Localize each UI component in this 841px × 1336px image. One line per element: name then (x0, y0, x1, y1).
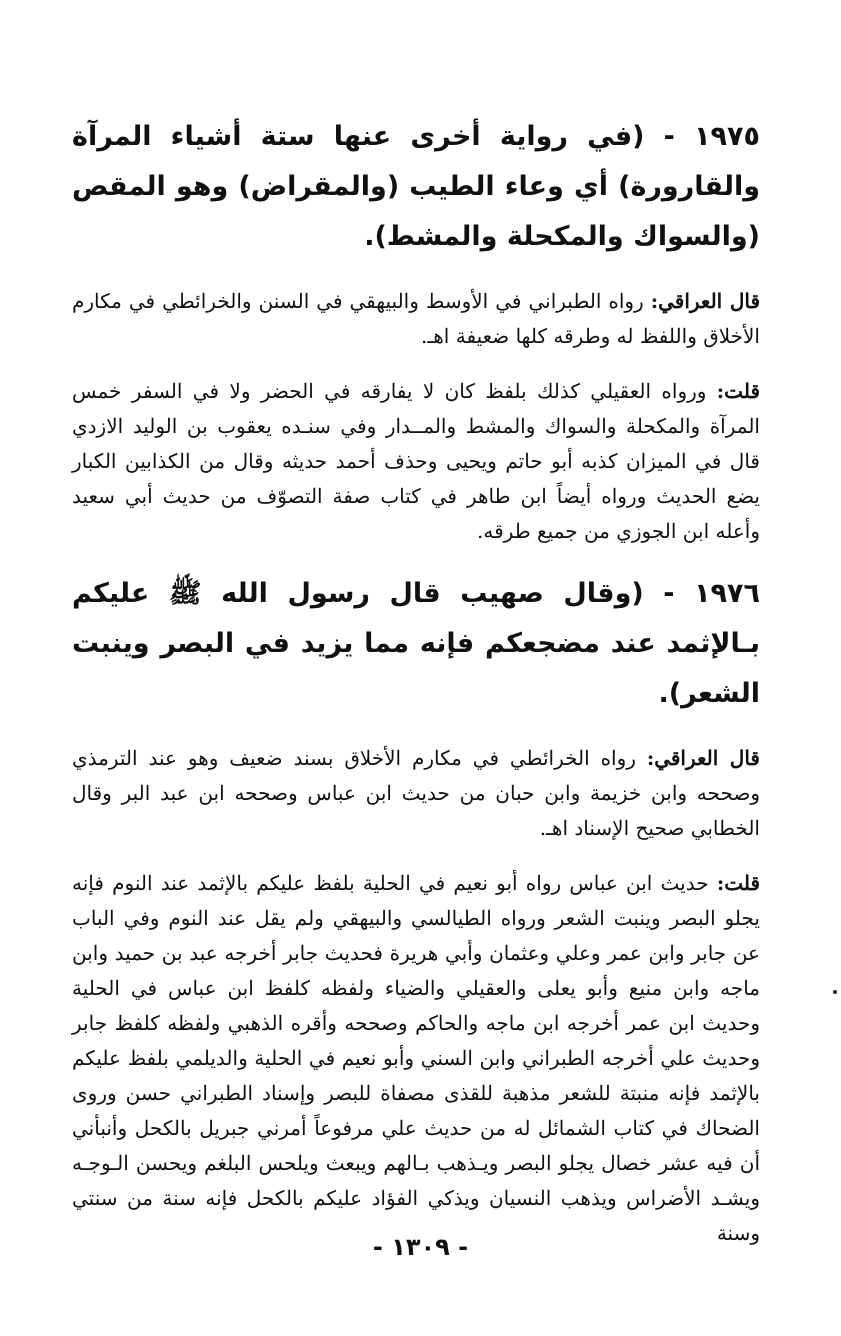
qult-text: حديث ابن عباس رواه أبو نعيم في الحلية بلفظ عليكم بالإثمد عند النوم فإنه يجلو البصر وينبت الشعر ورواه الطيالسي والبيهقي ولم يقل عند النوم وفي الباب عن جابر وابن عمر وعلي وعثمان وأبي هريرة فحديث جابر أخرجه عبد بن حميد وابن ماجه وابن منيع وأبو يعلى والعقيلي والضياء ولفظه كلفظ ابن عباس في الحلية وحديث ابن عمر أخرجه ابن ماجه والحاكم وصححه وأقره الذهبي ولفظه كلفظ جابر وحديث علي أخرجه الطبراني وابن السني وأبو نعيم في الحلية والديلمي بلفظ عليكم بالإثمد فإنه منبتة للشعر مذهبة للقذى مصفاة للبصر وإسناد الطبراني حسن وروى الضحاك في كتاب الشمائل له من حديث علي مرفوعاً أمرني جبريل بالكحل وأنبأني أن فيه عشر خصال يجلو البصر ويـذهب بـالهم ويبعث ويلحس البلغم ويحسن الـوجـه ويشـد الأضراس ويذهب النسيان ويذكي الفؤاد عليكم بالكحل فإنه سنة من سنتي وسنة (72, 871, 760, 1245)
iraqi-label: قال العراقي: (650, 289, 761, 313)
iraqi-text: رواه الخرائطي في مكارم الأخلاق بسند ضعيف وهو عند الترمذي وصححه وابن خزيمة وابن حبان من حديث ابن عباس وصححه ابن عبد البر وقال الخطابي صحيح الإسناد اهـ. (72, 746, 760, 840)
qult-label: قلت: (716, 379, 760, 403)
scan-speck (833, 990, 837, 994)
entry-1976-qult-paragraph (72, 866, 760, 1251)
entry-1975-iraqi-paragraph (72, 284, 760, 354)
qult-label: قلت: (716, 871, 761, 895)
qult-text: ورواه العقيلي كذلك بلفظ كان لا يفارقه في الحضر ولا في السفر خمس المرآة والمكحلة والسواك والمشط والمــدار وفي سنـده يعقوب بن الوليد الازدي قال في الميزان كذبه أبو حاتم ويحيى وحذف أحمد حديثه وقال من الكذابين الكبار يضع الحديث ورواه أيضاً ابن طاهر في كتاب صفة التصوّف من حديث أبي سعيد وأعله ابن الجوزي من جميع طرقه. (72, 379, 760, 543)
iraqi-text: رواه الطبراني في الأوسط والبيهقي في السنن والخرائطي في مكارم الأخلاق واللفظ له وطرقه كلها ضعيفة اهـ. (72, 289, 760, 348)
entry-1976-heading: ١٩٧٦ - (وقال صهيب قال رسول الله ﷺ عليكم بـالإثمد عند مضجعكم فإنه مما يزيد في البصر وينبت الشعر). (72, 578, 760, 709)
entry-1975-heading: ١٩٧٥ - (في رواية أخرى عنها ستة أشياء المرآة والقارورة) أي وعاء الطيب (والمقراض) وهو المقص (والسواك والمكحلة والمشط). (72, 121, 760, 252)
entry-1976-iraqi-paragraph (72, 741, 760, 846)
entry-1975-qult-paragraph (72, 374, 760, 549)
page-number: - ١٣٠٩ - (372, 1233, 469, 1261)
iraqi-label: قال العراقي: (646, 746, 760, 770)
text-column (72, 112, 760, 1251)
